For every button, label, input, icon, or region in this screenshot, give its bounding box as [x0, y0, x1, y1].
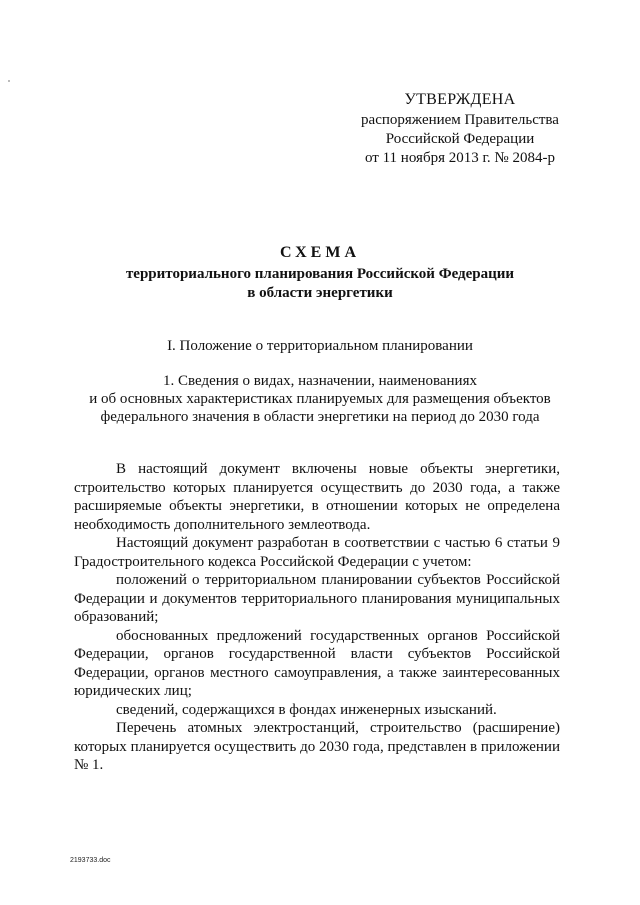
scan-mark — [8, 80, 10, 82]
approval-stamp — [350, 90, 570, 168]
section-heading: I. Положение о территориальном планировании — [167, 338, 473, 354]
approval-title: УТВЕРЖДЕНА — [404, 91, 516, 108]
paragraph-5: сведений, содержащихся в фондах инженерных изысканий. — [116, 701, 497, 718]
approval-line-1: распоряжением Правительства — [361, 112, 559, 128]
body-text — [74, 460, 560, 775]
subsection-line-3: федерального значения в области энергетики на период до 2030 года — [100, 409, 540, 425]
subsection-line-1: 1. Сведения о видах, назначении, наименованиях — [163, 373, 477, 389]
scheme-subtitle — [60, 265, 580, 303]
approval-line-2: Российской Федерации — [385, 131, 535, 147]
scheme-subtitle-line-2: в области энергетики — [247, 285, 393, 301]
scheme-title: СХЕМА — [279, 244, 361, 261]
paragraph-4: обоснованных предложений государственных органов Российской Федерации, органов государственной власти субъектов Российской Федерации, органов местного самоуправления, а также заинтересованных юридических лиц; — [74, 627, 560, 699]
subsection-line-2: и об основных характеристиках планируемых для размещения объектов — [89, 391, 551, 407]
approval-line-3: от 11 ноября 2013 г. № 2084-р — [365, 150, 555, 166]
paragraph-3: положений о территориальном планировании субъектов Российской Федерации и документов территориального планирования муниципальных образований; — [74, 572, 560, 625]
paragraph-1: В настоящий документ включены новые объекты энергетики, строительство которых планируется осуществить до 2030 года, а также расширяемые объекты энергетики, в отношении которых не определена необходимость дополнительного землеотвода. — [74, 461, 560, 533]
paragraph-6: Перечень атомных электростанций, строительство (расширение) которых планируется осуществить до 2030 года, представлен в приложении № 1. — [74, 720, 560, 773]
scheme-subtitle-line-1: территориального планирования Российской Федерации — [125, 266, 515, 282]
subsection-heading — [60, 372, 580, 426]
file-identifier: 2193733.doc — [70, 857, 111, 864]
paragraph-2: Настоящий документ разработан в соответствии с частью 6 статьи 9 Градостроительного кодекса Российской Федерации с учетом: — [74, 535, 560, 570]
